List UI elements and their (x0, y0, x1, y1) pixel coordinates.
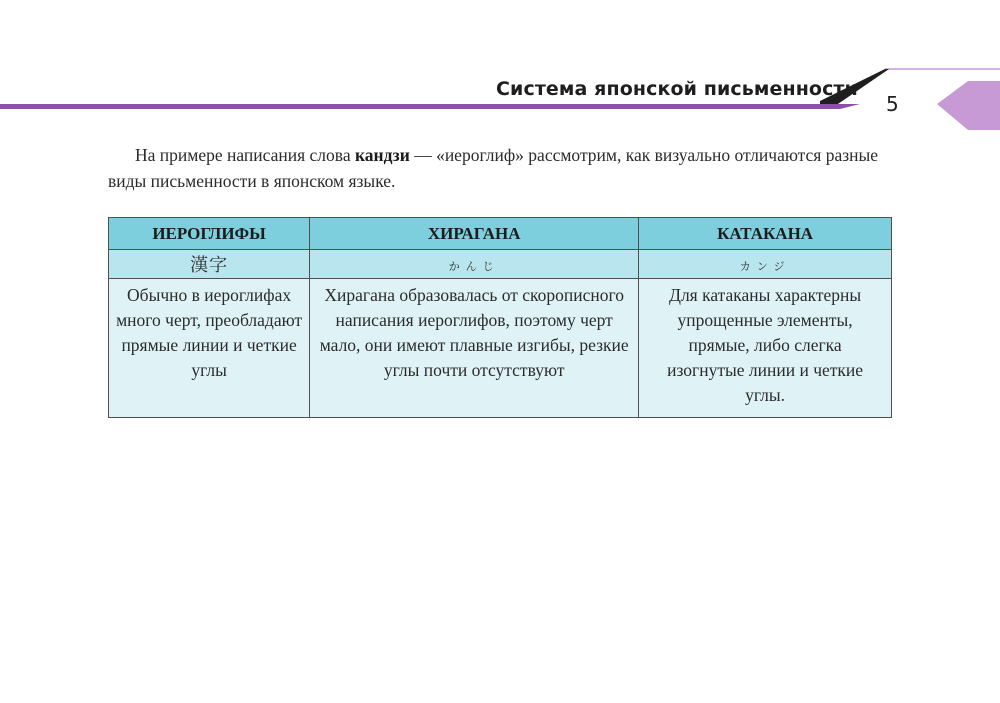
header-purple-line (0, 104, 835, 109)
page-tab (937, 81, 1000, 130)
intro-paragraph (108, 142, 892, 194)
header-decoration (0, 0, 1000, 140)
header-kanji: ИЕРОГЛИФЫ (109, 218, 310, 250)
header-katakana: КАТАКАНА (639, 218, 892, 250)
section-title: Система японской письменности (496, 78, 858, 100)
script-hiragana: かんじ (448, 259, 500, 273)
script-katakana: カンジ (739, 259, 791, 273)
script-cell-hiragana (310, 250, 639, 279)
table-description-row (109, 279, 892, 418)
writing-systems-table (108, 217, 892, 418)
intro-text-before: На примере написания слова (135, 145, 355, 165)
script-cell-katakana (639, 250, 892, 279)
header-purple-slant (815, 104, 860, 109)
table-header-row (109, 218, 892, 250)
script-cell-kanji (109, 250, 310, 279)
script-kanji: 漢字 (190, 255, 229, 276)
table-script-row (109, 250, 892, 279)
description-kanji: Обычно в иероглифах много черт, преобладают прямые линии и четкие углы (109, 279, 310, 418)
intro-bold-word: кандзи (354, 145, 410, 165)
header-hiragana: ХИРАГАНА (310, 218, 639, 250)
page-number: 5 (886, 92, 899, 116)
description-katakana: Для катаканы характерны упрощенные элементы, прямые, либо слегка изогнутые линии и четкие углы. (639, 279, 892, 418)
intro-text-after: — «иероглиф» рассмотрим, как визуально отличаются разные виды письменности в японском языке. (108, 145, 879, 191)
description-hiragana: Хирагана образовалась от скорописного написания иероглифов, поэтому черт мало, они имеют плавные изгибы, резкие углы почти отсутствуют (310, 279, 639, 418)
